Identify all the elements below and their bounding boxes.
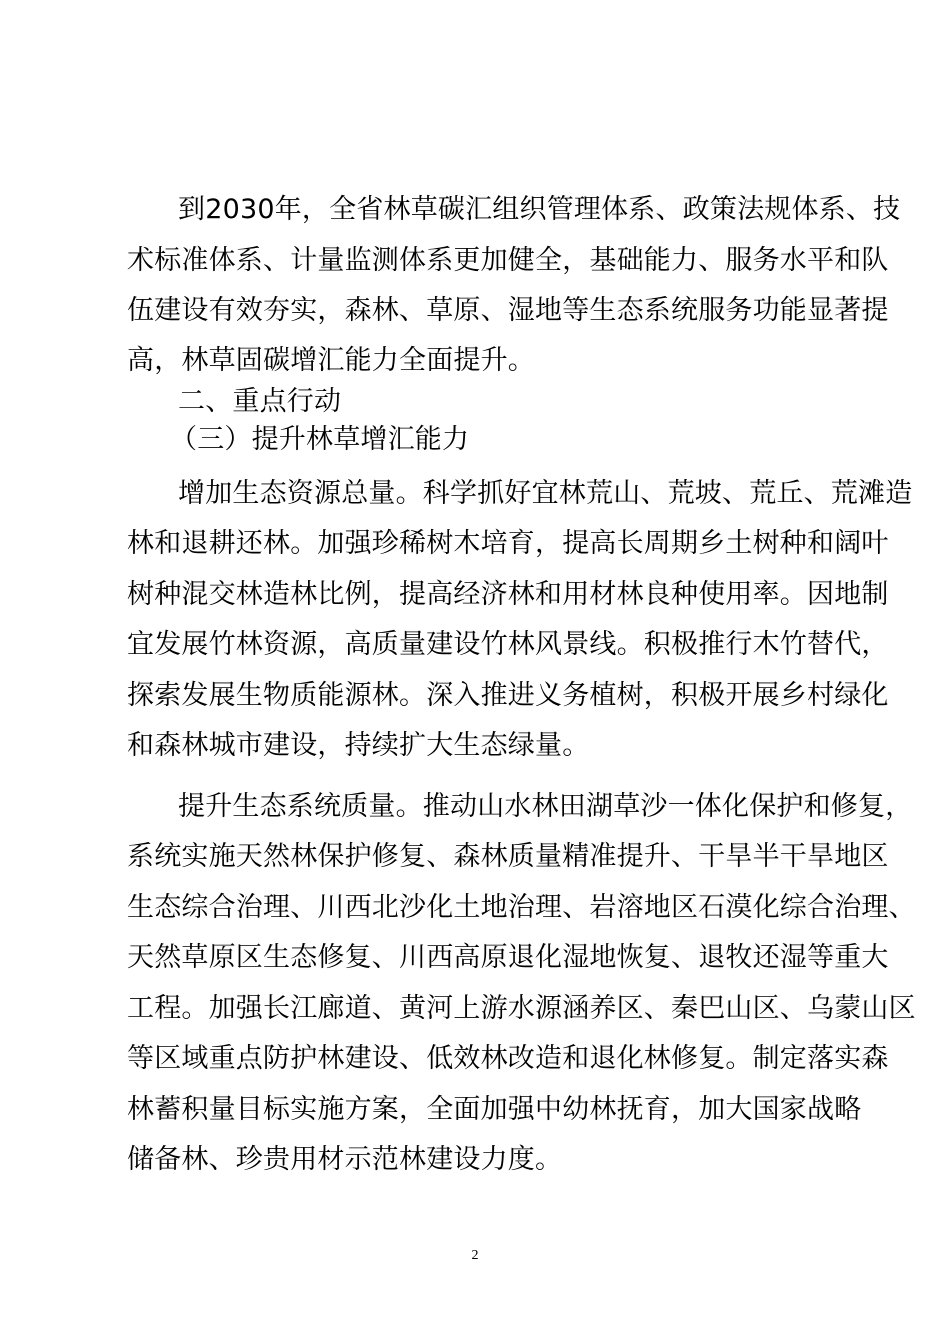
paragraph-2-line: 林和退耕还林。加强珍稀树木培育，提高长周期乡土树种和阔叶: [127, 528, 889, 559]
paragraph-3-line: 系统实施天然林保护修复、森林质量精准提升、干旱半干旱地区: [127, 841, 889, 872]
paragraph-1-line: 高，林草固碳增汇能力全面提升。: [127, 345, 535, 376]
paragraph-2-line: 树种混交林造林比例，提高经济林和用材林良种使用率。因地制: [127, 579, 889, 610]
paragraph-3-line: 天然草原区生态修复、川西高原退化湿地恢复、退牧还湿等重大: [127, 942, 889, 973]
paragraph-3-line: 等区域重点防护林建设、低效林改造和退化林修复。制定落实森: [127, 1043, 889, 1074]
paragraph-3-line: 提升生态系统质量。推动山水林田湖草沙一体化保护和修复，: [178, 791, 913, 822]
paragraph-1-line: 伍建设有效夯实，森林、草原、湿地等生态系统服务功能显著提: [127, 295, 889, 326]
paragraph-2-line: 探索发展生物质能源林。深入推进义务植树，积极开展乡村绿化: [127, 680, 889, 711]
paragraph-3-line: 林蓄积量目标实施方案，全面加强中幼林抚育，加大国家战略: [127, 1094, 862, 1125]
section-heading: 二、重点行动: [178, 386, 342, 417]
paragraph-3-line: 储备林、珍贵用材示范林建设力度。: [127, 1144, 563, 1175]
paragraph-2-line: 和森林城市建设，持续扩大生态绿量。: [127, 730, 590, 761]
subsection-heading: （三）提升林草增汇能力: [170, 424, 470, 455]
page-number: 2: [471, 1248, 479, 1263]
paragraph-2-line: 增加生态资源总量。科学抓好宜林荒山、荒坡、荒丘、荒滩造: [178, 478, 913, 509]
paragraph-1-line: 到2030年，全省林草碳汇组织管理体系、政策法规体系、技: [178, 194, 901, 225]
paragraph-3-line: 生态综合治理、川西北沙化土地治理、岩溶地区石漠化综合治理、: [127, 892, 916, 923]
paragraph-2-line: 宜发展竹林资源，高质量建设竹林风景线。积极推行木竹替代，: [127, 629, 889, 660]
paragraph-3-line: 工程。加强长江廊道、黄河上游水源涵养区、秦巴山区、乌蒙山区: [127, 993, 916, 1024]
paragraph-1-line: 术标准体系、计量监测体系更加健全，基础能力、服务水平和队: [127, 245, 889, 276]
